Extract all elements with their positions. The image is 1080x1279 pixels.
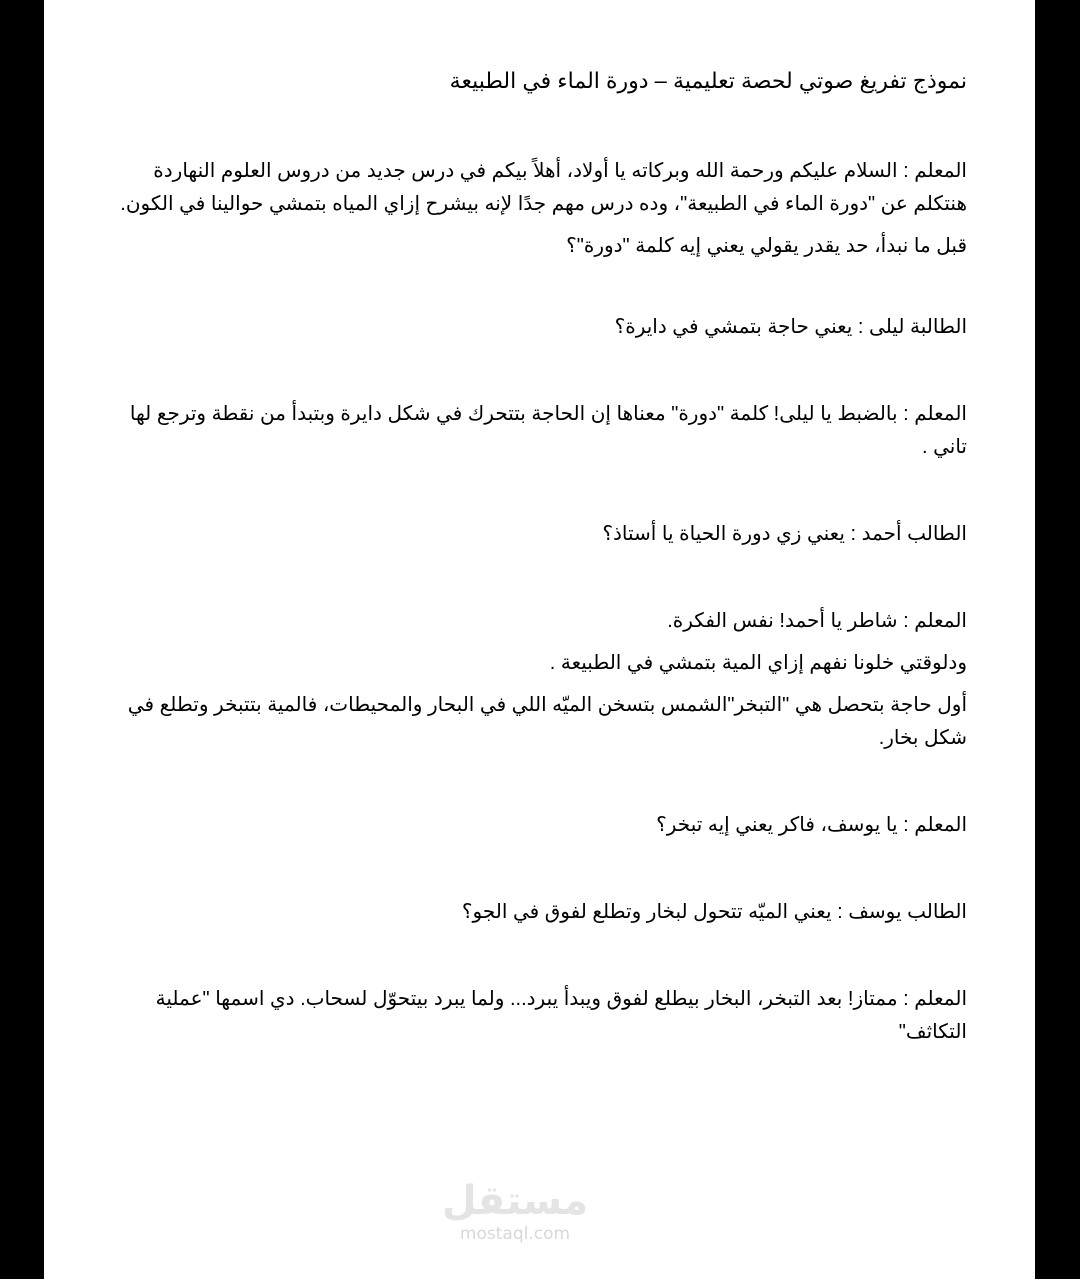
document-title: نموذج تفريغ صوتي لحصة تعليمية – دورة الماء في الطبيعة bbox=[449, 68, 967, 93]
document-body bbox=[112, 64, 967, 1058]
watermark-logo: مستقل bbox=[441, 1178, 589, 1224]
paragraph-student-ahmed: الطالب أحمد : يعني زي دورة الحياة يا أستاذ؟ bbox=[602, 523, 967, 545]
paragraph-teacher-praise-ahmed: المعلم : شاطر يا أحمد! نفس الفكرة. bbox=[667, 610, 967, 632]
watermark-domain: mostaql.com bbox=[459, 1224, 571, 1244]
paragraph-teacher-condensation: المعلم : ممتاز! بعد التبخر، البخار بيطلع لفوق ويبدأ يبرد... ولما يبرد بيتحوّل لسحاب. دي اسمها "عملية التكاثف" bbox=[155, 988, 967, 1043]
paragraph-teacher-intro-water: ودلوقتي خلونا نفهم إزاي المية بتمشي في الطبيعة . bbox=[549, 652, 967, 674]
paragraph-student-laila: الطالبة ليلى : يعني حاجة بتمشي في دايرة؟ bbox=[614, 316, 967, 338]
document-page bbox=[44, 0, 1035, 1279]
mostaql-watermark bbox=[420, 1178, 610, 1244]
paragraph-teacher-evaporation: أول حاجة بتحصل هي "التبخر"الشمس بتسخن الميّه اللي في البحار والمحيطات، فالمية بتتبخر وتطلع في شكل بخار. bbox=[127, 694, 967, 749]
paragraph-teacher-ask-youssef: المعلم : يا يوسف، فاكر يعني إيه تبخر؟ bbox=[656, 814, 967, 836]
paragraph-teacher-question: قبل ما نبدأ، حد يقدر يقولي يعني إيه كلمة "دورة"؟ bbox=[566, 235, 967, 257]
paragraph-teacher-greeting: المعلم : السلام عليكم ورحمة الله وبركاته يا أولاد، أهلاً بيكم في درس جديد من دروس العلوم النهاردة هنتكلم عن "دورة الماء في الطبيعة"، وده درس مهم جدًا لإنه بيشرح إزاي المياه بتمشي حوالينا في الكون. bbox=[120, 160, 967, 215]
paragraph-student-youssef: الطالب يوسف : يعني الميّه تتحول لبخار وتطلع لفوق في الجو؟ bbox=[461, 901, 967, 923]
paragraph-teacher-cycle-meaning: المعلم : بالضبط يا ليلى! كلمة "دورة" معناها إن الحاجة بتتحرك في شكل دايرة وبتبدأ من نقطة وترجع لها تاني . bbox=[129, 403, 967, 458]
